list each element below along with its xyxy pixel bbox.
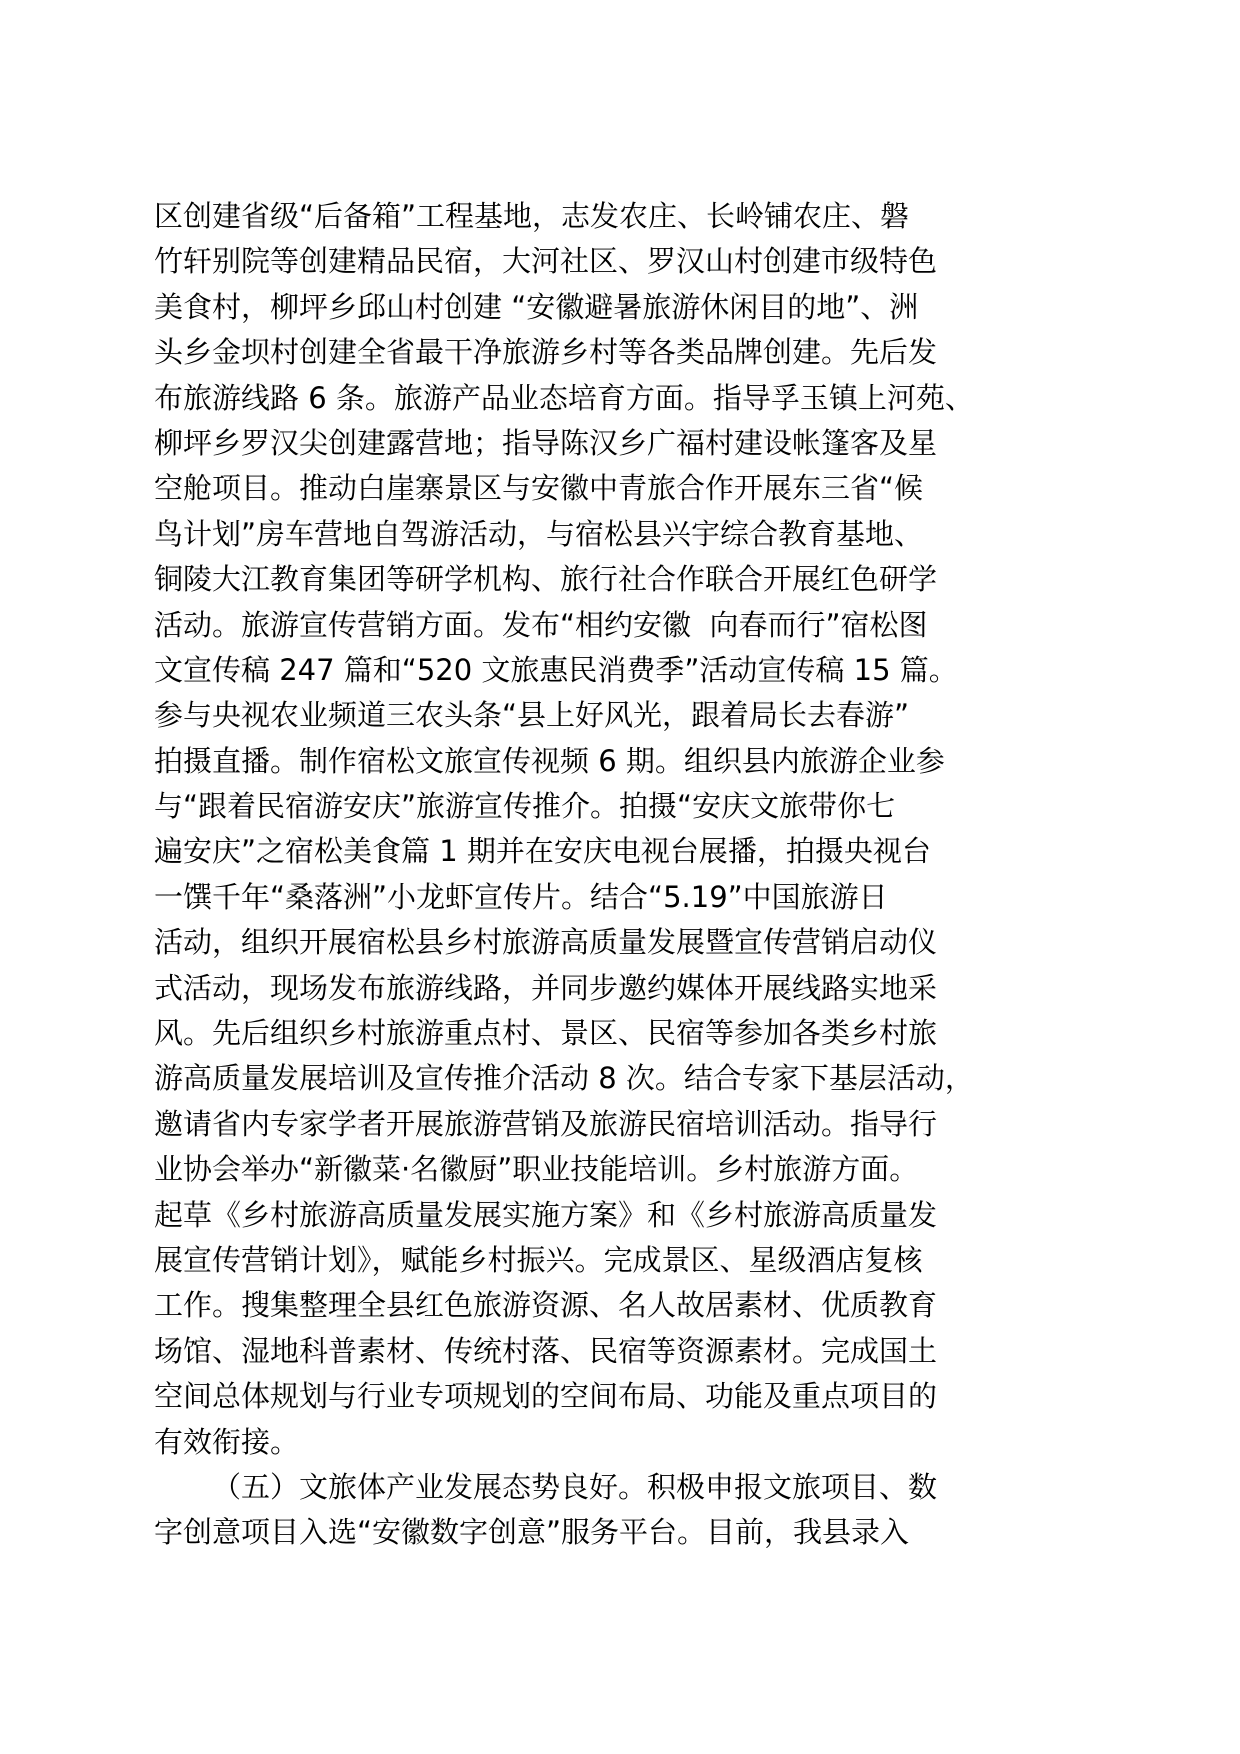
document-body xyxy=(154,194,1090,1556)
text-line: 参与央视农业频道三农头条“县上好风光，跟着局长去春游” xyxy=(154,698,910,733)
text-line: 空间总体规划与行业专项规划的空间布局、功能及重点项目的 xyxy=(154,1379,938,1414)
text-line: 一馔千年“桑落洲”小龙虾宣传片。结合“5.19”中国旅游日 xyxy=(154,879,888,914)
text-line: 布旅游线路 6 条。旅游产品业态培育方面。指导孚玉镇上河苑、 xyxy=(154,380,974,415)
section-heading-line: （五）文旅体产业发展态势良好。积极申报文旅项目、数 xyxy=(212,1469,938,1504)
text-line: 有效衔接。 xyxy=(154,1424,300,1459)
text-line: 区创建省级“后备箱”工程基地，志发农庄、长岭铺农庄、磐 xyxy=(154,199,910,233)
text-line: 头乡金坝村创建全省最干净旅游乡村等各类品牌创建。先后发 xyxy=(154,335,938,370)
text-line: 美食村，柳坪乡邱山村创建 “安徽避暑旅游休闲目的地”、洲 xyxy=(154,289,919,324)
text-line: 业协会举办“新徽菜·名徽厨”职业技能培训。乡村旅游方面。 xyxy=(154,1152,919,1187)
text-line: 与“跟着民宿游安庆”旅游宣传推介。拍摄“安庆文旅带你七 xyxy=(154,789,896,824)
text-line: 邀请省内专家学者开展旅游营销及旅游民宿培训活动。指导行 xyxy=(154,1106,938,1141)
text-line: 风。先后组织乡村旅游重点村、景区、民宿等参加各类乡村旅 xyxy=(154,1016,938,1051)
text-line: 活动。旅游宣传营销方面。发布“相约安徽 向春而行”宿松图 xyxy=(154,607,928,642)
text-line: 场馆、湿地科普素材、传统村落、民宿等资源素材。完成国土 xyxy=(154,1333,938,1368)
text-line: 鸟计划”房车营地自驾游活动，与宿松县兴宇综合教育基地、 xyxy=(154,516,924,551)
text-line: 遍安庆”之宿松美食篇 1 期并在安庆电视台展播，拍摄央视台 xyxy=(154,834,931,869)
text-line: 起草《乡村旅游高质量发展实施方案》和《乡村旅游高质量发 xyxy=(154,1197,938,1232)
text-line: 铜陵大江教育集团等研学机构、旅行社合作联合开展红色研学 xyxy=(154,562,938,597)
text-line: 空舱项目。推动白崖寨景区与安徽中青旅合作开展东三省“候 xyxy=(154,471,924,506)
text-line: 工作。搜集整理全县红色旅游资源、名人故居素材、优质教育 xyxy=(154,1288,938,1323)
text-line: 竹轩别院等创建精品民宿，大河社区、罗汉山村创建市级特色 xyxy=(154,244,938,279)
text-line: 字创意项目入选“安徽数字创意”服务平台。目前，我县录入 xyxy=(154,1515,910,1550)
text-line: 柳坪乡罗汉尖创建露营地；指导陈汉乡广福村建设帐篷客及星 xyxy=(154,425,938,460)
text-line: 式活动，现场发布旅游线路，并同步邀约媒体开展线路实地采 xyxy=(154,970,938,1005)
text-line: 展宣传营销计划》，赋能乡村振兴。完成景区、星级酒店复核 xyxy=(154,1242,923,1277)
text-line: 拍摄直播。制作宿松文旅宣传视频 6 期。组织县内旅游企业参 xyxy=(154,743,945,778)
text-line: 文宣传稿 247 篇和“520 文旅惠民消费季”活动宣传稿 15 篇。 xyxy=(154,652,958,687)
text-line: 活动，组织开展宿松县乡村旅游高质量发展暨宣传营销启动仪 xyxy=(154,925,938,960)
text-line: 游高质量发展培训及宣传推介活动 8 次。结合专家下基层活动， xyxy=(154,1061,974,1096)
